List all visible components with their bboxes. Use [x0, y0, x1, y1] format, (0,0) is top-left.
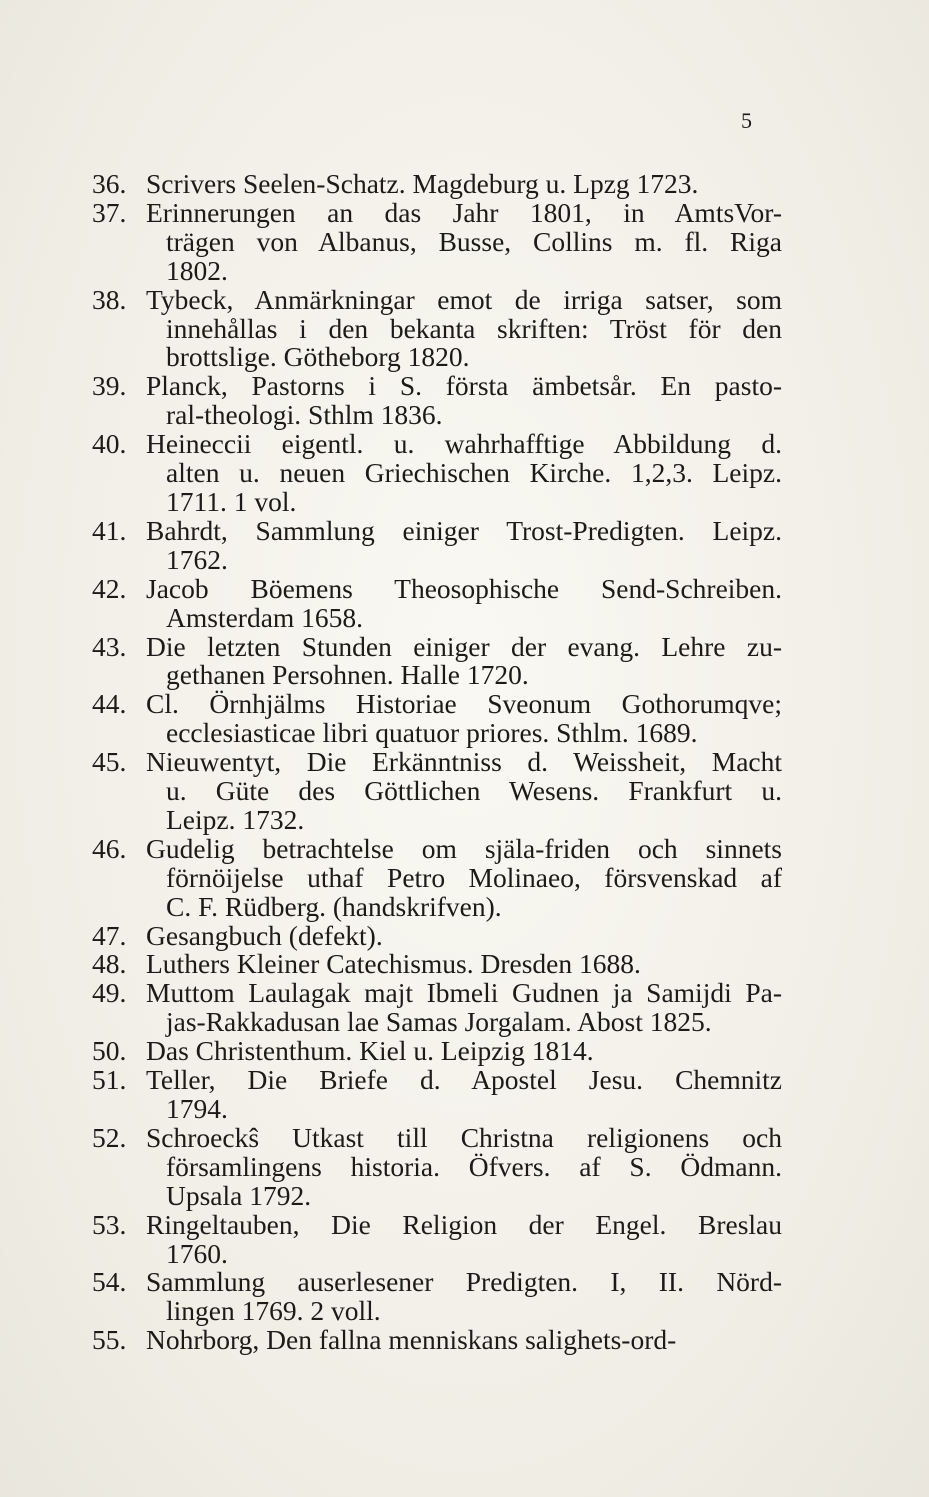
- catalog-entry: [92, 979, 782, 1037]
- entry-number: 55.: [92, 1324, 127, 1356]
- entry-line: Sammlung auserlesener Predigten. I, II. Nörd-: [146, 1266, 782, 1298]
- entry-number: 54.: [92, 1266, 127, 1298]
- entry-line: C. F. Rüdberg. (handskrifven).: [166, 890, 502, 922]
- entry-text: [146, 979, 782, 1037]
- entry-line: Erinnerungen an das Jahr 1801, in AmtsVor-: [146, 196, 782, 228]
- entry-number: 46.: [92, 832, 127, 864]
- entry-line: församlingens historia. Öfvers. af S. Ödmann.: [166, 1150, 782, 1182]
- entry-text: [146, 690, 782, 748]
- catalog-entry: [92, 1326, 782, 1355]
- entry-number: 44.: [92, 688, 127, 720]
- entry-number: 47.: [92, 919, 127, 951]
- entry-line: ral-theologi. Sthlm 1836.: [166, 399, 443, 431]
- catalog-entry: [92, 832, 782, 922]
- entry-number: 39.: [92, 370, 127, 402]
- catalog-entry: [92, 196, 782, 286]
- entry-line: 1760.: [166, 1237, 228, 1269]
- entry-line: förnöijelse uthaf Petro Molinaeo, försvenskad af: [166, 861, 782, 893]
- entry-text: [146, 1208, 782, 1269]
- entry-text: [146, 1066, 782, 1124]
- entry-line: Die letzten Stunden einiger der evang. Lehre zu-: [146, 630, 782, 662]
- catalog-entry: [92, 919, 782, 951]
- entry-number: 40.: [92, 428, 127, 460]
- entry-text: [146, 196, 782, 286]
- entry-line: Muttom Laulagak majt Ibmeli Gudnen ja Samijdi Pa-: [146, 977, 782, 1009]
- page-number: 5: [741, 108, 752, 133]
- entry-line: Heineccii eigentl. u. wahrhafftige Abbildung d.: [146, 428, 782, 460]
- entry-line: Nieuwentyt, Die Erkänntniss d. Weissheit, Macht: [146, 746, 782, 778]
- entry-number: 37.: [92, 196, 127, 228]
- entry-line: trägen von Albanus, Busse, Collins m. fl. Riga: [166, 225, 782, 257]
- entry-text: [146, 748, 782, 835]
- entry-line: Teller, Die Briefe d. Apostel Jesu. Chemnitz: [146, 1064, 782, 1096]
- entry-line: Bahrdt, Sammlung einiger Trost-Predigten. Leipz.: [146, 514, 782, 546]
- entry-number: 45.: [92, 746, 127, 778]
- entry-line: Luthers Kleiner Catechismus. Dresden 1688.: [146, 948, 641, 980]
- entry-text: [146, 1326, 782, 1355]
- entry-line: Ringeltauben, Die Religion der Engel. Breslau: [146, 1208, 782, 1240]
- entry-line: gethanen Persohnen. Halle 1720.: [166, 659, 529, 691]
- entry-line: innehållas i den bekanta skriften: Tröst för den: [166, 312, 782, 344]
- entry-line: Planck, Pastorns i S. första ämbetsår. En pasto-: [146, 370, 782, 402]
- catalog-entry: [92, 1208, 782, 1269]
- entry-number: 41.: [92, 514, 127, 546]
- entry-line: 1802.: [166, 254, 228, 286]
- entry-line: 1711. 1 vol.: [166, 485, 297, 517]
- catalog-entry: [92, 514, 782, 575]
- entry-line: Amsterdam 1658.: [166, 601, 364, 633]
- entry-line: Tybeck, Anmärkningar emot de irriga satser, som: [146, 283, 782, 315]
- entry-text: [146, 170, 782, 199]
- entry-text: [146, 630, 782, 691]
- entry-line: 1794.: [166, 1093, 228, 1124]
- entry-text: [146, 514, 782, 575]
- entry-line: Nohrborg, Den fallna menniskans salighets-ord-: [146, 1324, 677, 1356]
- catalog-entry: [92, 630, 782, 691]
- entry-text: [146, 1121, 782, 1211]
- entry-number: 36.: [92, 168, 127, 199]
- catalog-entry: [92, 748, 782, 835]
- entry-line: Gesangbuch (defekt).: [146, 919, 383, 951]
- entry-line: Das Christenthum. Kiel u. Leipzig 1814.: [146, 1035, 594, 1067]
- entry-number: 52.: [92, 1121, 127, 1153]
- entry-number: 53.: [92, 1208, 127, 1240]
- entry-line: 1762.: [166, 543, 228, 575]
- entry-text: [146, 572, 782, 633]
- entry-line: Schroeckŝ Utkast till Christna religionens och: [146, 1121, 782, 1153]
- entry-text: [146, 1268, 782, 1326]
- entry-line: alten u. neuen Griechischen Kirche. 1,2,3. Leipz.: [166, 457, 782, 489]
- entry-text: [146, 832, 782, 922]
- entry-number: 50.: [92, 1035, 127, 1067]
- catalog-entry: [92, 1066, 782, 1124]
- entry-number: 49.: [92, 977, 127, 1009]
- entry-number: 38.: [92, 283, 127, 315]
- catalog-entry: [92, 1121, 782, 1211]
- entry-text: [146, 372, 782, 430]
- entry-text: [146, 919, 782, 951]
- entry-line: lingen 1769. 2 voll.: [166, 1295, 381, 1327]
- catalog-entry: [92, 430, 782, 517]
- catalog-entry: [92, 950, 782, 979]
- entry-line: Gudelig betrachtelse om själa-friden och sinnets: [146, 832, 782, 864]
- entry-line: Jacob Böemens Theosophische Send-Schreiben.: [146, 572, 782, 604]
- entry-line: Scrivers Seelen-Schatz. Magdeburg u. Lpzg 1723.: [146, 168, 699, 199]
- entry-number: 42.: [92, 572, 127, 604]
- entry-number: 48.: [92, 948, 127, 980]
- entry-text: [146, 283, 782, 373]
- entry-line: jas-Rakkadusan lae Samas Jorgalam. Abost 1825.: [166, 1006, 712, 1038]
- entry-text: [146, 1037, 782, 1066]
- entry-number: 43.: [92, 630, 127, 662]
- entry-line: Cl. Örnhjälms Historiae Sveonum Gothorumqve;: [146, 688, 782, 720]
- entry-number: 51.: [92, 1064, 127, 1096]
- catalog-entry-list: [92, 170, 782, 1355]
- entry-line: Leipz. 1732.: [166, 803, 305, 835]
- entry-line: ecclesiasticae libri quatuor priores. Sthlm. 1689.: [166, 717, 698, 749]
- catalog-entry: [92, 1268, 782, 1326]
- catalog-entry: [92, 170, 782, 199]
- entry-text: [146, 950, 782, 979]
- entry-text: [146, 430, 782, 517]
- entry-line: brottslige. Götheborg 1820.: [166, 341, 470, 373]
- catalog-entry: [92, 1037, 782, 1066]
- catalog-entry: [92, 283, 782, 373]
- entry-line: Upsala 1792.: [166, 1179, 312, 1211]
- catalog-entry: [92, 690, 782, 748]
- catalog-entry: [92, 372, 782, 430]
- entry-line: u. Güte des Göttlichen Wesens. Frankfurt u.: [166, 775, 782, 807]
- catalog-entry: [92, 572, 782, 633]
